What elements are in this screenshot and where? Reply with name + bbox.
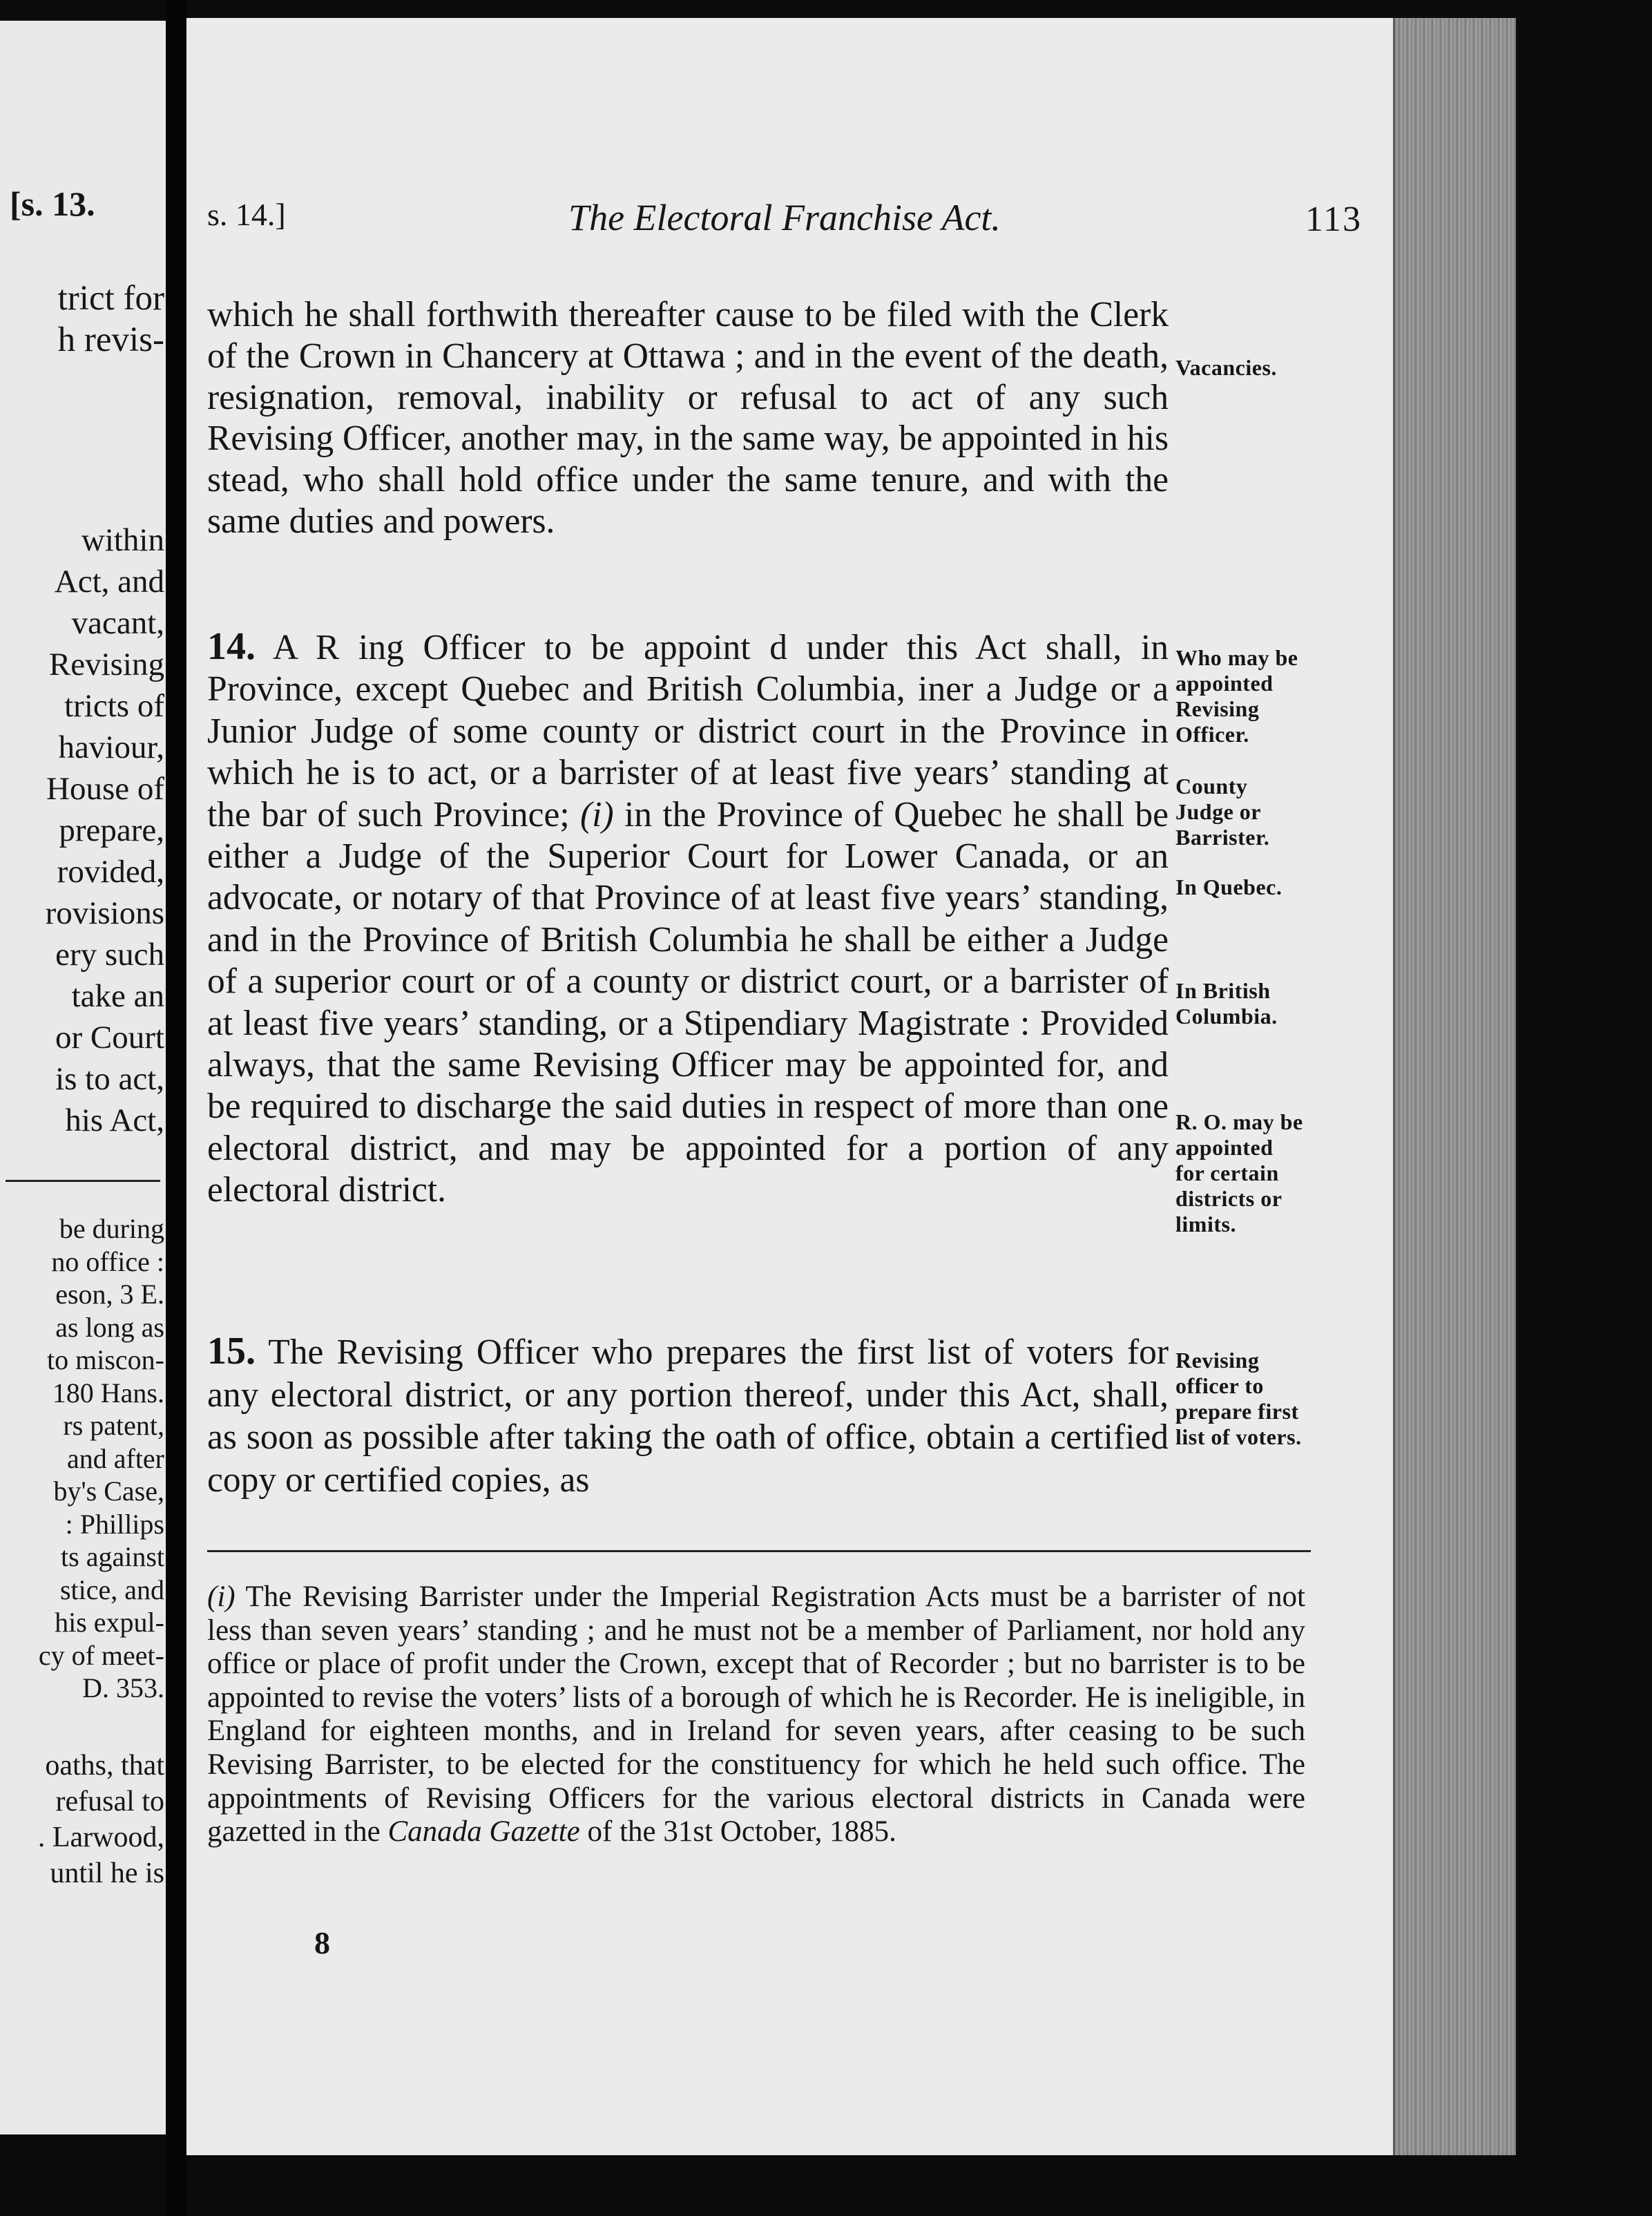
text-line: rovided, (57, 854, 164, 890)
text-line: appointed (1175, 1135, 1274, 1160)
text-line: by's Case, (53, 1475, 164, 1507)
section-15-paragraph (207, 1330, 1169, 1501)
text-line: In Quebec. (1175, 875, 1283, 899)
text-line: : Phillips (65, 1508, 164, 1540)
text-line: prepare, (59, 812, 164, 848)
text-line: Revising (48, 647, 164, 682)
continuation-paragraph: which he shall forthwith thereafter cause to be filed with the Clerk of the Crown in Chancery at Ottawa ; and in the event of the death, resignation, removal, inability or refusal to act of any such Revising Officer, another may, in the same way, be appointed in his stead, who shall hold office under the same tenure, and with the same duties and powers. (207, 295, 1169, 541)
text-line: House of (46, 771, 164, 807)
page-edges (1393, 18, 1516, 2155)
text-line: as long as (55, 1311, 164, 1343)
text-line: tricts of (64, 688, 164, 724)
text-line: no office : (51, 1245, 164, 1277)
text-line: Judge or (1175, 799, 1261, 824)
margin-note-vacancies (1175, 355, 1341, 381)
footnote-reference: (i) (580, 794, 614, 834)
text-line: officer to (1175, 1373, 1264, 1398)
text-line: districts or (1175, 1186, 1283, 1211)
text-line: refusal to (55, 1786, 164, 1817)
text-line: until he is (50, 1857, 164, 1889)
text-line: ery such (55, 937, 164, 973)
book-gutter (166, 0, 186, 2216)
text-line: . Larwood, (37, 1822, 164, 1853)
text-line: stice, and (59, 1574, 164, 1605)
text-line: Revising (1175, 1348, 1260, 1373)
footnote (207, 1580, 1305, 1849)
text-line: be during (59, 1213, 164, 1244)
text-line: and after (66, 1442, 164, 1474)
text-line: D. 353. (82, 1672, 164, 1703)
footnote-text-b: of the 31st October, 1885. (587, 1815, 896, 1849)
facing-page-fragment (0, 21, 166, 2134)
margin-note-quebec (1175, 875, 1341, 900)
text-line: prepare first (1175, 1399, 1299, 1424)
text-line: h revis- (57, 321, 164, 359)
text-line: to miscon- (47, 1344, 164, 1375)
text-line: or Court (55, 1020, 164, 1056)
text-line: ts against (61, 1541, 164, 1572)
margin-note-county-judge (1175, 774, 1341, 850)
text-line: County (1175, 774, 1248, 799)
footnote-gazette: Canada Gazette (387, 1815, 580, 1849)
text-line: Who may be (1175, 645, 1298, 670)
text-line: take an (71, 978, 164, 1014)
text-line: Revising (1175, 696, 1260, 721)
facing-page-footnote (39, 1212, 164, 1705)
footnote-marker: (i) (207, 1580, 236, 1613)
text-line: Columbia. (1175, 1004, 1278, 1029)
text-line: Act, and (54, 564, 164, 600)
book-page (186, 18, 1516, 2155)
section-14-text-a: A R ing Officer to be appoint d under this Act shall, in Province, except Quebec and British Columbia, iner a Judge or a Junior Judge of some county or district court in the Province in which he is to act, or a barrister of at least five years’ standing at the bar of such Province; (207, 628, 1169, 834)
text-line: his expul- (55, 1607, 164, 1638)
running-head (207, 196, 1362, 245)
text-line: In British (1175, 978, 1271, 1003)
text-line: for certain (1175, 1160, 1279, 1185)
text-line: Officer. (1175, 722, 1249, 747)
text-line: cy of meet- (38, 1639, 164, 1671)
text-line: within (81, 522, 164, 558)
section-14-number: 14. (207, 625, 256, 668)
text-line: appointed (1175, 671, 1274, 696)
section-14-text-b: in the Province of Quebec he shall be either a Judge of the Superior Court for Lower Canada, or an advocate, or notary of that Province of at least five years’ standing, and in the Province of British Columbia he shall be either a Judge of a superior court or of a county or district court, or a barrister of at least five years’ standing, or a Stipendiary Magistrate : Provided always, that the same Revising Officer may be appointed for, and be required to discharge the said duties in respect of more than one electoral district, and may be appointed for a portion of any electoral district. (207, 794, 1169, 1210)
text-line: is to act, (55, 1061, 164, 1097)
section-14-paragraph (207, 626, 1169, 1212)
section-reference: s. 14.] (207, 197, 286, 232)
text-line: trict for (57, 279, 164, 318)
facing-page-text-body (46, 519, 164, 1141)
text-line: limits. (1175, 1212, 1236, 1236)
page-number: 113 (1305, 200, 1362, 239)
signature-mark: 8 (314, 1925, 330, 1960)
section-15-number: 15. (207, 1330, 256, 1373)
facing-page-section-ref: [s. 13. (10, 184, 95, 223)
facing-page-footnote-end (38, 1748, 164, 1891)
text-line: R. O. may be (1175, 1109, 1303, 1134)
facing-page-footnote-rule (6, 1180, 160, 1182)
margin-note-who-may-be-appointed (1175, 645, 1341, 747)
facing-page-text-top (58, 278, 164, 361)
text-line: his Act, (65, 1102, 164, 1138)
text-line: Vacancies. (1175, 355, 1277, 380)
footnote-rule (207, 1550, 1311, 1552)
text-line: list of voters. (1175, 1424, 1302, 1449)
footnote-text-a: The Revising Barrister under the Imperial Registration Acts must be a barrister of not less than seven years’ standing ; and he must not be a member of Parliament, nor hold any office or place of profit under the Crown, except that of Recorder ; but no barrister is to be appointed to revise the voters’ lists of a borough of which he is Recorder. He is ineligible, in England for eighteen months, and in Ireland for seven years, after ceasing to be such Revising Barrister, to be elected for the constituency for which he held such office. The appointments of Revising Officers for the various electoral districts in Canada were gazetted in the (207, 1580, 1305, 1849)
text-line: Barrister. (1175, 825, 1270, 850)
text-line: vacant, (71, 605, 164, 641)
text-line: rovisions (45, 895, 164, 931)
margin-note-ro-certain-districts (1175, 1109, 1341, 1237)
text-line: oaths, that (45, 1750, 164, 1782)
margin-note-british-columbia (1175, 978, 1341, 1029)
text-line: haviour, (58, 729, 164, 765)
margin-note-first-list (1175, 1348, 1341, 1450)
text-line: eson, 3 E. (55, 1279, 164, 1310)
page-title: The Electoral Franchise Act. (568, 197, 1001, 238)
text-line: 180 Hans. (52, 1377, 164, 1408)
section-15-text: The Revising Officer who prepares the first list of voters for any electoral district, or any portion thereof, under this Act, shall, as soon as possible after taking the oath of office, obtain a certified copy or certified copies, as (207, 1333, 1169, 1500)
text-line: rs patent, (63, 1410, 164, 1441)
